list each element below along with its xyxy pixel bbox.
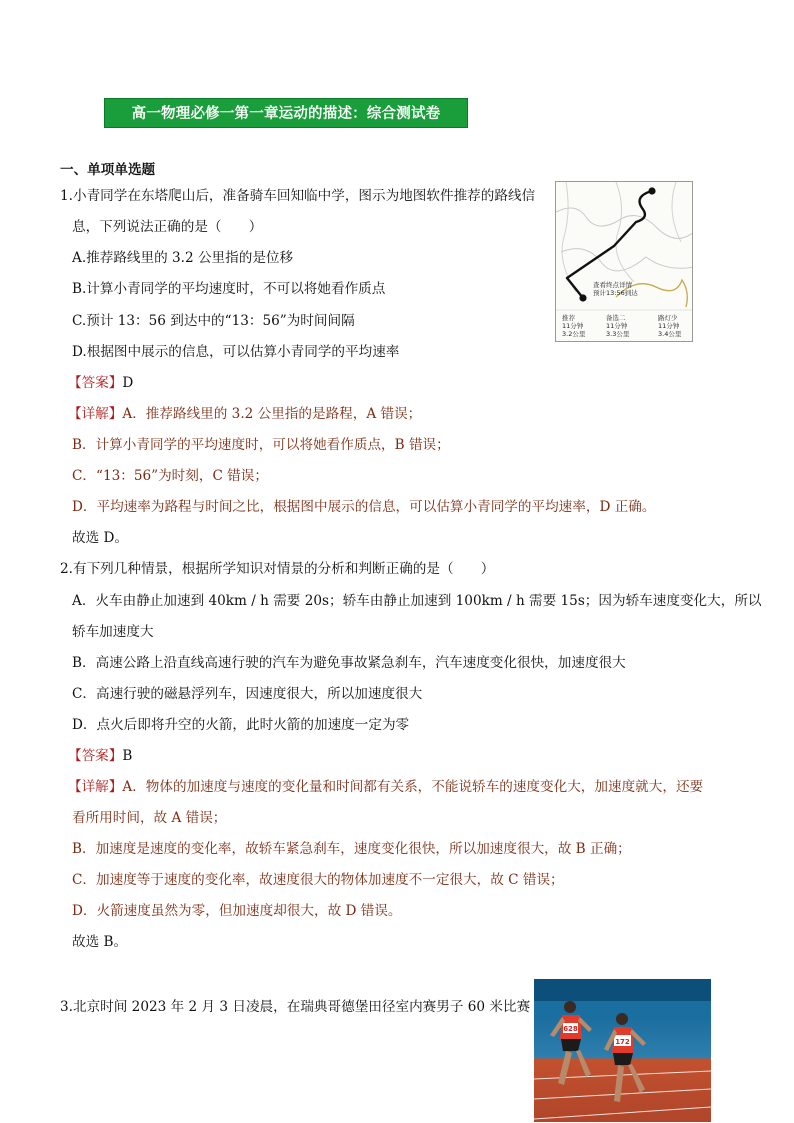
q1-option-b: B.计算小青同学的平均速度时，不可以将她看作质点	[72, 281, 386, 297]
q1-answer	[68, 373, 133, 393]
route-2-name: 备选二	[606, 314, 626, 322]
q1-option-d: D.根据图中展示的信息，可以估算小青同学的平均速率	[72, 344, 400, 360]
page-title: 高一物理必修一第一章运动的描述：综合测试卷	[104, 98, 468, 128]
q2-detail-3: C．加速度等于速度的变化率，故速度很大的物体加速度不一定很大，故 C 错误；	[72, 872, 564, 888]
route-3-name: 路灯少	[658, 314, 678, 322]
q2-answer	[68, 746, 132, 766]
bib-number-right: 172	[615, 1038, 630, 1046]
q1-detail-1	[68, 404, 421, 424]
q2-detail-1b: 看所用时间，故 A 错误；	[72, 810, 227, 826]
q1-detail-2: B．计算小青同学的平均速度时，可以将她看作质点，B 错误；	[72, 437, 450, 453]
detail-text: A．物体的加速度与速度的变化量和时间都有关系，不能说轿车的速度变化大，加速度就大，还要	[122, 779, 704, 795]
q2-conclusion: 故选 B。	[72, 934, 128, 950]
map-popup-line2: 预计13:56到达	[593, 289, 638, 297]
answer-label: 【答案】	[68, 748, 123, 764]
route-3-time: 11分钟	[658, 322, 680, 330]
q1-stem-line2: 息，下列说法正确的是（ ）	[72, 219, 263, 235]
q2-detail-1	[68, 777, 703, 797]
q1-stem-line1: 1.小青同学在东塔爬山后，准备骑车回知临中学，图示为地图软件推荐的路线信	[60, 188, 536, 204]
q2-option-a-line2: 轿车加速度大	[72, 624, 154, 640]
route-1-name: 推荐	[562, 314, 575, 322]
q2-option-c: C．高速行驶的磁悬浮列车，因速度很大，所以加速度很大	[72, 686, 423, 702]
bib-number-left: 628	[563, 1025, 578, 1033]
answer-value: D	[122, 375, 134, 391]
route-2-time: 11分钟	[606, 322, 628, 330]
q2-detail-4: D．火箭速度虽然为零，但加速度却很大，故 D 错误。	[72, 903, 402, 919]
detail-text: A．推荐路线里的 3.2 公里指的是路程，A 错误；	[122, 406, 422, 422]
q1-conclusion: 故选 D。	[72, 530, 129, 546]
route-1-distance: 3.2公里	[562, 330, 586, 338]
q3-stem: 3.北京时间 2023 年 2 月 3 日凌晨，在瑞典哥德堡田径室内赛男子 60 米比赛	[60, 999, 531, 1015]
detail-label: 【详解】	[68, 779, 123, 795]
photo-graphic	[534, 979, 711, 1122]
q2-option-b: B．高速公路上沿直线高速行驶的汽车为避免事故紧急刹车，汽车速度变化很快，加速度很大	[72, 655, 626, 671]
route-3-distance: 3.4公里	[658, 330, 682, 338]
q2-option-a-line1: A．火车由静止加速到 40km / h 需要 20s；轿车由静止加速到 100km / h 需要 15s；因为轿车速度变化大，所以	[72, 593, 762, 609]
detail-label: 【详解】	[68, 406, 123, 422]
q1-option-a: A.推荐路线里的 3.2 公里指的是位移	[72, 250, 294, 266]
q2-option-d: D．点火后即将升空的火箭，此时火箭的加速度一定为零	[72, 717, 410, 733]
route-1-time: 11分钟	[562, 322, 584, 330]
q1-option-c: C.预计 13：56 到达中的“13：56”为时间间隔	[72, 313, 355, 329]
section-heading: 一、单项单选题	[60, 162, 156, 178]
route-end-marker	[648, 187, 655, 194]
route-2-distance: 3.3公里	[606, 330, 630, 338]
q1-detail-4: D．平均速率为路程与时间之比，根据图中展示的信息，可以估算小青同学的平均速率，D 正确。	[72, 499, 656, 515]
answer-value: B	[122, 748, 133, 764]
answer-label: 【答案】	[68, 375, 123, 391]
route-start-marker	[579, 294, 586, 301]
route-map-figure	[555, 181, 693, 342]
sprint-photo	[534, 979, 711, 1122]
q2-detail-2: B．加速度是速度的变化率，故轿车紧急刹车，速度变化很快，所以加速度很大，故 B 正确；	[72, 841, 631, 857]
map-popup-line1: 查看终点详情	[593, 281, 632, 289]
q2-stem: 2.有下列几种情景，根据所学知识对情景的分析和判断正确的是（ ）	[60, 561, 495, 577]
q1-detail-3: C．“13：56”为时刻，C 错误；	[72, 468, 268, 484]
